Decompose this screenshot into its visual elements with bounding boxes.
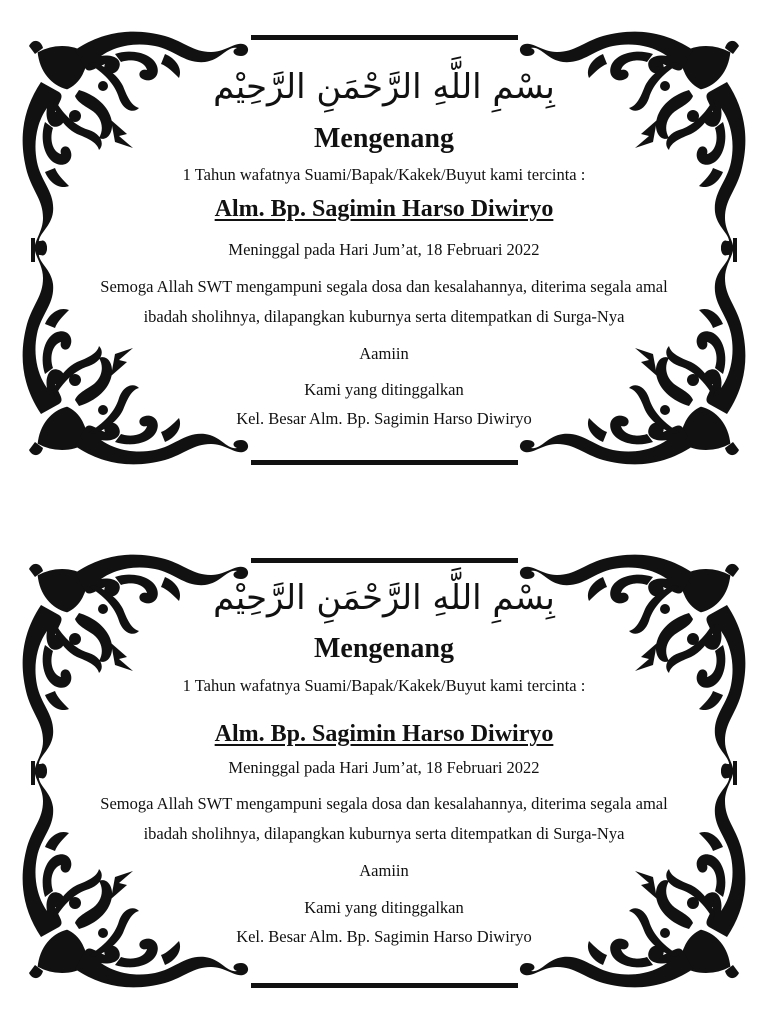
intro-text: 1 Tahun wafatnya Suami/Bapak/Kakek/Buyut kami tercinta : (182, 676, 586, 695)
memorial-card-2 (0, 533, 768, 1003)
memorial-title: Mengenang (314, 633, 454, 664)
signoff-text: Kami yang ditinggalkan (304, 898, 464, 917)
top-border-rule (251, 558, 518, 563)
memorial-title: Mengenang (314, 123, 454, 154)
deceased-name: Alm. Bp. Sagimin Harso Diwiryo (214, 196, 554, 222)
family-name: Kel. Besar Alm. Bp. Sagimin Harso Diwiryo (236, 927, 532, 946)
date-line: Meninggal pada Hari Jum’at, 18 Februari 2022 (228, 758, 540, 777)
bottom-border-rule (251, 460, 518, 465)
amen-text: Aamiin (359, 861, 409, 880)
family-name: Kel. Besar Alm. Bp. Sagimin Harso Diwiryo (236, 409, 532, 428)
signoff-text: Kami yang ditinggalkan (304, 380, 464, 399)
intro-text: 1 Tahun wafatnya Suami/Bapak/Kakek/Buyut kami tercinta : (182, 165, 586, 184)
top-border-rule (251, 35, 518, 40)
prayer-line-1: Semoga Allah SWT mengampuni segala dosa dan kesalahannya, diterima segala amal (100, 277, 668, 296)
prayer-line-1: Semoga Allah SWT mengampuni segala dosa dan kesalahannya, diterima segala amal (100, 794, 668, 813)
memorial-card-1 (0, 10, 768, 480)
basmala-heading: بِسْمِ اللَّهِ الرَّحْمَنِ الرَّحِيْم (213, 67, 555, 107)
amen-text: Aamiin (359, 344, 409, 363)
deceased-name: Alm. Bp. Sagimin Harso Diwiryo (214, 721, 554, 747)
prayer-line-2: ibadah sholihnya, dilapangkan kuburnya serta ditempatkan di Surga-Nya (143, 307, 625, 326)
bottom-border-rule (251, 983, 518, 988)
prayer-line-2: ibadah sholihnya, dilapangkan kuburnya serta ditempatkan di Surga-Nya (143, 824, 625, 843)
date-line: Meninggal pada Hari Jum’at, 18 Februari 2022 (228, 240, 540, 259)
basmala-heading: بِسْمِ اللَّهِ الرَّحْمَنِ الرَّحِيْم (213, 578, 555, 618)
